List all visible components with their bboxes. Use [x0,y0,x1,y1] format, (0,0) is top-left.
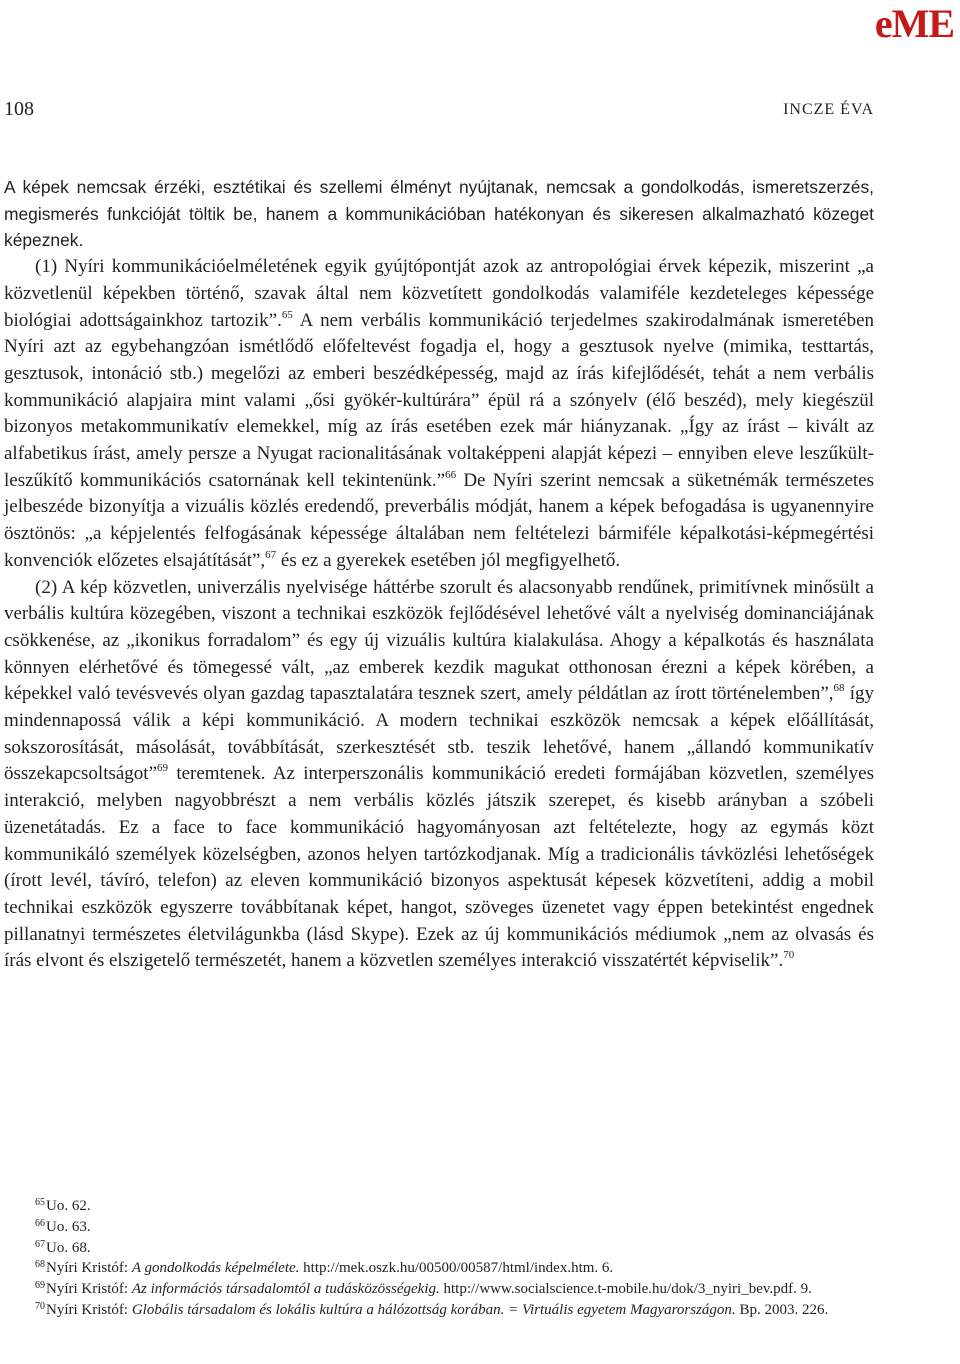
paragraph-2-text-a: (2) A kép közvetlen, univerzális nyelvisége háttérbe szorult és alacsonyabb rendűnek, primitívnek minősült a verbális kultúra közegében, viszont a technikai eszközök fejlődésével lehetővé vált a nyelviség dominanciájának csökkenése, az „ikonikus forradalom” és egy új vizuális kultúra kialakulása. Ahogy a képalkotás és használata könnyen elérhetővé és tömegessé vált, „az emberek kezdik magukat otthonosan érezni a képek körében, a képekkel való tevésvevés olyan gazdag tapasztalatára tesznek szert, amely példátlan az írott történelemben”, [4,576,874,705]
paragraph-1-text-c: De Nyíri szerint nemcsak a süketnémák természetes jelbeszéde bizonyítja a vizuális közlés eredendő, preverbális módját, hanem a képek befogadása is ugyanennyire ösztönös: „a képjelentés felfogásának képessége általában nem feltételezi bármiféle képalkotási-képmegértési konvenciók előzetes elsajátítását”, [4,469,874,571]
footnote-title: A gondolkodás képelmélete. [131,1260,300,1277]
footnote-title: Globális társadalom és lokális kultúra a hálózottság korában. = Virtuális egyetem Magyarországon. [131,1301,736,1318]
footnote-number: 67 [35,1238,45,1250]
footnote-ref-69[interactable]: 69 [157,762,169,775]
paragraph-1-text-b: A nem verbális kommunikáció terjedelmes szakirodalmának ismeretében Nyíri azt az egybehangzóan ismétlődő előfeltevést fogadja el, hogy a gesztusok nyelve (mimika, testtartás, gesztusok, intonáció stb.) megelőzi az emberi beszédképesség, majd az írás kifejlődését, tehát a nem verbális kommunikáció alapjaira mint valami „ősi gyökér-kultúrára” épül rá a szónyelv (élő beszéd), mely kiegészül bizonyos metakommunikatív elemekkel, míg az írás esetében ezek már hiányzanak. „Így az írást – kivált az alfabetikus írást, amely persze a Nyugat racionalitásának voltaképpeni alapját képezi – ennyiben eleve leszűkült-leszűkítő kommunikációs csatornának kell tekintenünk.” [4,309,875,491]
footnote-67 [4,1238,874,1259]
footnote-number: 65 [35,1197,45,1208]
footnote-text: Uo. 63. [46,1218,91,1235]
footnote-ref-66[interactable]: 66 [445,468,457,481]
footnote-text: Uo. 68. [46,1239,91,1256]
footnote-ref-65[interactable]: 65 [281,308,293,321]
paragraph-2-text-c: teremtenek. Az interperszonális kommunikáció eredeti formájában közvetlen, személyes interakció, melyben nagyobbrészt a nem verbális közlés játszik szerepet, és kisebb arányban a szóbeli üzenetátadás. Ez a face to face kommunikáció hagyományosan azt feltételezte, hogy az egymás közt kommunikáló személyek közelségben, azonos helyen tartózkodjanak. Míg a tradicionális távközlési lehetőségek (írott levél, távíró, telefon) az eleven kommunikáció bizonyos aspektusát képesek közvetíteni, addig a mobil technikai eszközök egyszerre továbbítanak képet, hangot, szöveges üzenetet vagy éppen betekintést engednek pillanatnyi természetes életvilágunkba (lásd Skype). Ezek az új kommunikációs médiumok „nem az olvasás és írás elvont és elszigetelő természetét, hanem a közvetlen személyes interakció visszatértét képviselik”. [4,763,874,972]
footnote-source: Bp. 2003. 226. [735,1301,829,1318]
running-head-author: INCZE ÉVA [783,101,874,118]
footnote-65 [4,1196,874,1217]
footnote-number: 66 [35,1217,45,1229]
footnote-title: Az információs társadalomtól a tudásközösségekig. [131,1281,440,1298]
footnote-author: Nyíri Kristóf: [46,1301,132,1318]
body-text [4,174,874,975]
footnote-ref-67[interactable]: 67 [265,548,277,561]
footnote-ref-70[interactable]: 70 [783,949,795,962]
footnote-70 [4,1300,874,1321]
footnote-author: Nyíri Kristóf: [46,1260,132,1277]
footnote-ref-68[interactable]: 68 [833,682,845,695]
footnote-link[interactable]: http://mek.oszk.hu/00500/00587/html/index.htm. 6. [299,1260,614,1277]
footnote-69 [4,1279,874,1300]
page-number: 108 [4,98,34,120]
paragraph-1 [4,254,874,574]
footnote-author: Nyíri Kristóf: [46,1281,132,1298]
footnote-number: 68 [35,1259,45,1271]
intro-paragraph: A képek nemcsak érzéki, esztétikai és szellemi élményt nyújtanak, nemcsak a gondolkodás, ismeretszerzés, megismerés funkcióját töltik be, hanem a kommunikációban hatékonyan és sikeresen alkalmazható közeget képeznek. [4,177,874,251]
paragraph-2-text-b: így mindennapossá válik a képi kommunikáció. A modern technikai eszközök nemcsak a képek előállítását, sokszorosítását, másolását, továbbítását, szerkesztését stb. teszik lehetővé, hanem „állandó kommunikatív összekapcsoltságot” [4,683,874,785]
footnote-text: Uo. 62. [46,1198,91,1214]
paragraph-1-text-d: és ez a gyerekek esetében jól megfigyelhető. [276,549,621,571]
footnote-link[interactable]: http://www.socialscience.t-mobile.hu/dok/3_nyiri_bev.pdf. 9. [439,1281,812,1298]
footnotes [4,1196,874,1321]
footnote-number: 70 [35,1300,45,1312]
footnote-68 [4,1258,874,1279]
paragraph-2 [4,575,874,976]
footnote-66 [4,1217,874,1238]
journal-logo: eME [874,1,954,46]
paragraph-1-text-a: (1) Nyíri kommunikációelméletének egyik gyújtópontját azok az antropológiai érvek képezik, miszerint „a közvetlenül képekben történő, szavak által nem közvetített gondolkodás valamiféle kezdeteleges képessége biológiai adottságainkhoz tartozik”. [4,256,874,331]
footnote-number: 69 [35,1280,45,1292]
